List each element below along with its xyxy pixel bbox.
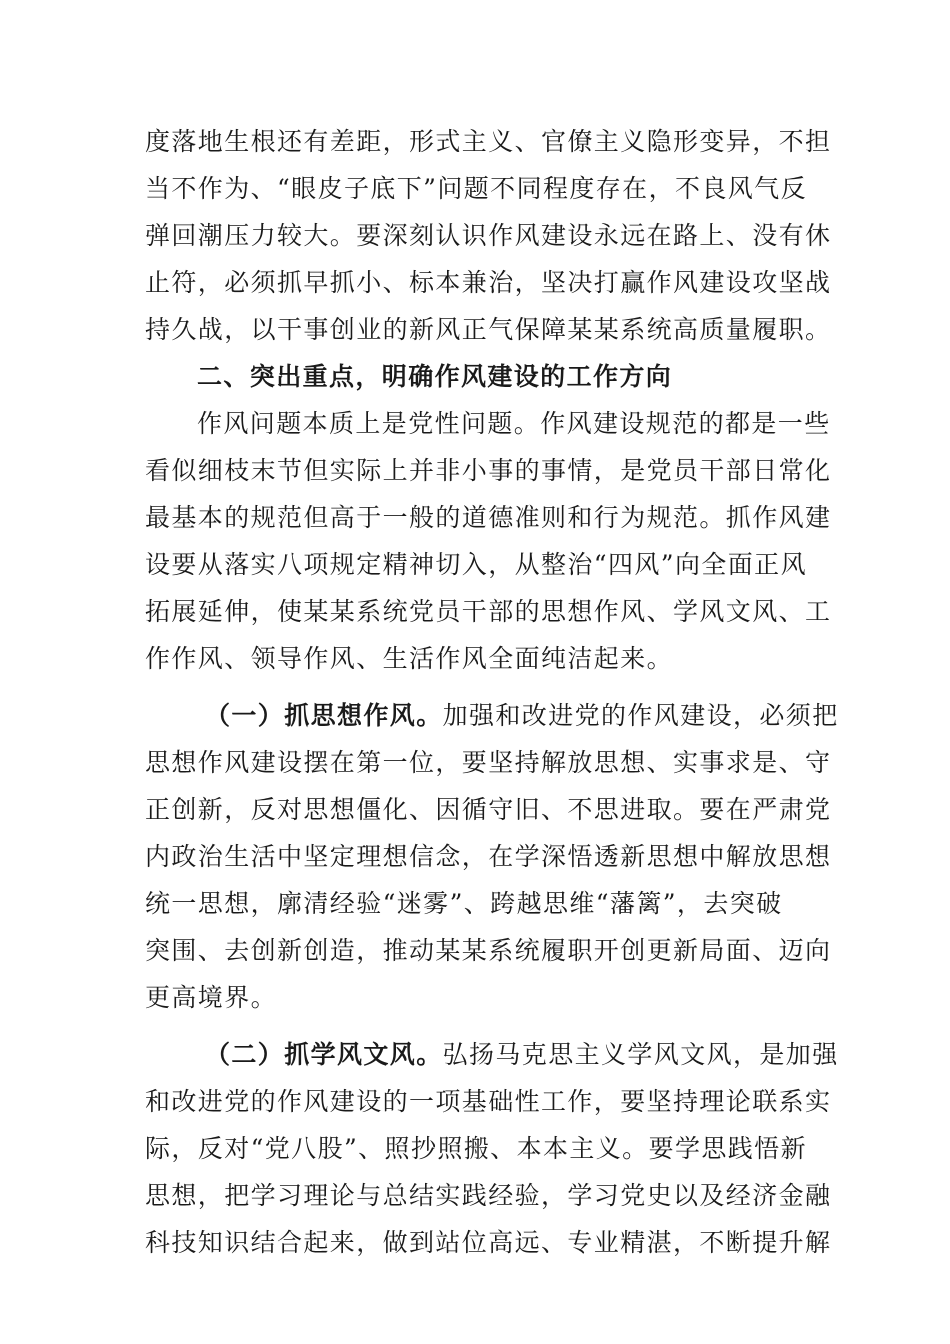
document-body	[145, 118, 839, 1266]
text-line: 作作风、领导作风、生活作风全面纯洁起来。	[145, 644, 674, 673]
text-line: 突围、去创新创造，推动某某系统履职开创更新局面、迈向	[145, 936, 832, 965]
text-line: 际，反对“党八股”、照抄照搬、本本主义。要学思践悟新	[145, 1134, 807, 1163]
text-line: 持久战，以干事创业的新风正气保障某某系统高质量履职。	[145, 315, 832, 344]
text-line: 弹回潮压力较大。要深刻认识作风建设永远在路上、没有休	[145, 221, 832, 250]
text-line: 作风问题本质上是党性问题。作风建设规范的都是一些	[197, 409, 831, 438]
text-line: 统一思想，廓清经验“迷雾”、跨越思维“藩篱”，去突破	[145, 889, 783, 918]
text-line: 内政治生活中坚定理想信念，在学深悟透新思想中解放思想	[145, 842, 832, 871]
text-line: 止符，必须抓早抓小、标本兼治，坚决打赢作风建设攻坚战	[145, 268, 832, 297]
subsection-lead: （二）抓学风文风。	[205, 1040, 443, 1069]
text-line: 更高境界。	[145, 983, 278, 1012]
intro-paragraph	[145, 118, 832, 353]
subsection-first-line-text: 弘扬马克思主义学风文风，是加强	[442, 1040, 839, 1069]
subsection-first-line	[145, 692, 839, 739]
subsection-first-line-text: 加强和改进党的作风建设，必须把	[442, 701, 839, 730]
text-line: 思想作风建设摆在第一位，要坚持解放思想、实事求是、守	[145, 748, 832, 777]
text-line: 当不作为、“眼皮子底下”问题不同程度存在，不良风气反	[145, 174, 807, 203]
text-line: 科技知识结合起来，做到站位高远、专业精湛，不断提升解	[145, 1228, 832, 1257]
text-line: 拓展延伸，使某某系统党员干部的思想作风、学风文风、工	[145, 597, 832, 626]
text-line: 看似细枝末节但实际上并非小事的事情，是党员干部日常化	[145, 456, 832, 485]
text-line: 最基本的规范但高于一般的道德准则和行为规范。抓作风建	[145, 503, 832, 532]
text-line: 和改进党的作风建设的一项基础性工作，要坚持理论联系实	[145, 1087, 832, 1116]
section-heading: 二、突出重点，明确作风建设的工作方向	[197, 362, 673, 391]
text-line: 设要从落实八项规定精神切入，从整治“四风”向全面正风	[145, 550, 807, 579]
subsection-two	[145, 1031, 839, 1266]
text-line: 正创新，反对思想僵化、因循守旧、不思进取。要在严肃党	[145, 795, 832, 824]
text-line: 度落地生根还有差距，形式主义、官僚主义隐形变异，不担	[145, 127, 832, 156]
section-two-paragraph	[145, 400, 832, 682]
subsection-one	[145, 692, 839, 1021]
subsection-first-line	[145, 1031, 839, 1078]
text-line: 思想，把学习理论与总结实践经验，学习党史以及经济金融	[145, 1181, 832, 1210]
subsection-lead: （一）抓思想作风。	[205, 701, 443, 730]
